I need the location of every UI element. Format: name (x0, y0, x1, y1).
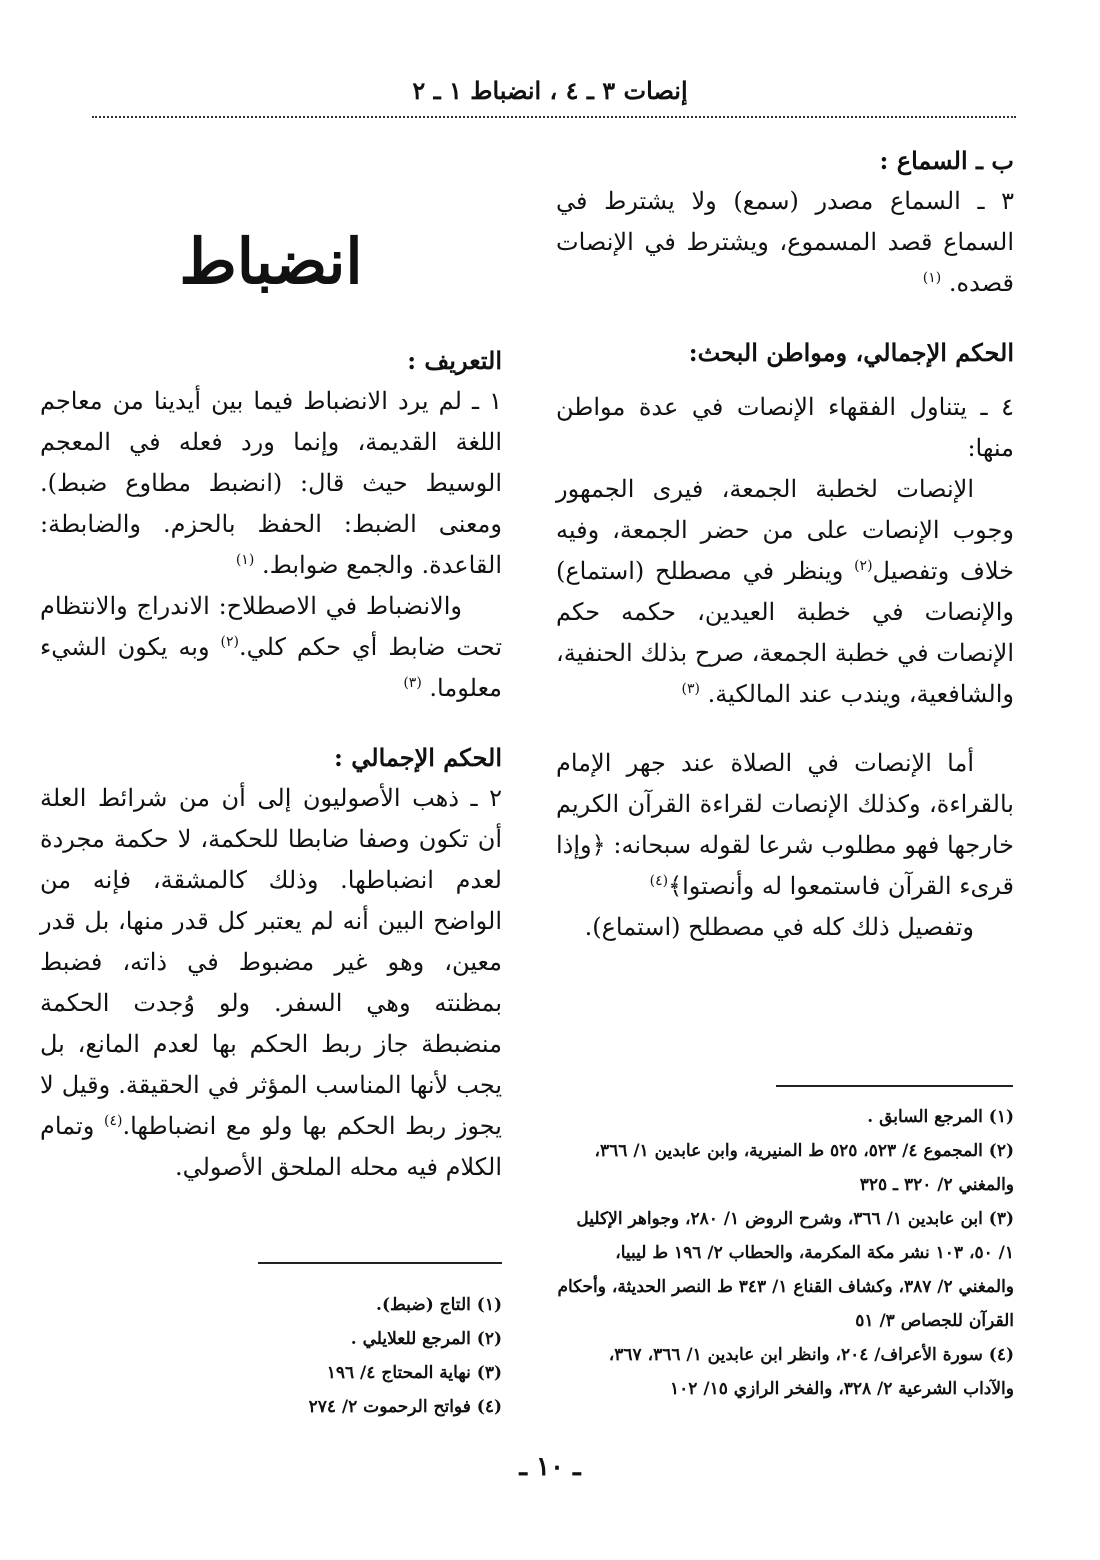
paragraph-2-cont: وتمام الكلام فيه محله الملحق الأصولي. (40, 1112, 502, 1181)
footnote-ref: (٣) (681, 681, 700, 697)
footnote-ref: (١) (235, 552, 255, 568)
paragraph-3 (556, 181, 1014, 304)
footnote-ref: (٢) (220, 634, 239, 650)
subheading-sama: ب ـ السماع : (879, 146, 1014, 175)
footnotes-right (556, 1100, 1014, 1406)
footnote-item: (٢) المرجع للعلايلي . (350, 1329, 502, 1349)
footnote-ref: (٢) (854, 558, 873, 574)
footnote-ref: (٤) (649, 873, 669, 889)
footnote-item: (٤) سورة الأعراف/ ٢٠٤، وانظر ابن عابدين ١/ ٣٦٦، ٣٦٧، والآداب الشرعية ٢/ ٣٢٨، والفخر الرازي ١٥/ ١٠٢ (608, 1345, 1014, 1399)
paragraph-1 (40, 381, 502, 586)
footnote-item: (٢) المجموع ٤/ ٥٢٣، ٥٢٥ ط المنيرية، وابن عابدين ١/ ٣٦٦، والمغني ٢/ ٣٢٠ ـ ٣٢٥ (594, 1141, 1014, 1195)
footnote-item: (٤) فواتح الرحموت ٢/ ٢٧٤ (308, 1397, 502, 1417)
footnote-item: (٣) ابن عابدين ١/ ٣٦٦، وشرح الروض ١/ ٢٨٠، وجواهر الإكليل ١/ ٥٠، ١٠٣ نشر مكة المكرمة، والحطاب ٢/ ١٩٦ ط ليبيا، والمغني ٢/ ٣٨٧، وكشاف القناع ١/ ٣٤٣ ط النصر الحديثة، وأحكام القرآن للجصاص ٣/ ٥١ (557, 1209, 1014, 1331)
subheading-hukm-ijmali: الحكم الإجمالي، ومواطن البحث: (688, 338, 1014, 367)
paragraph-1b-text: والانضباط في الاصطلاح: الاندراج والانتظام تحت ضابط أي حكم كلي. (40, 592, 502, 661)
footnote-rule-left (258, 1262, 502, 1264)
page-number: ـ ١٠ ـ (519, 1452, 581, 1482)
footnote-item: (١) المرجع السابق . (867, 1107, 1014, 1127)
paragraph-5 (556, 743, 1014, 907)
left-column (40, 340, 502, 1188)
subheading-hukm-ijmali-left: الحكم الإجمالي : (334, 743, 502, 772)
footnote-ref: (٤) (103, 1113, 123, 1129)
paragraph-2-text: ٢ ـ ذهب الأصوليون إلى أن من شرائط العلة أن تكون وصفا ضابطا للحكمة، لا حكمة مجردة لعدم انضباطها. وذلك كالمشقة، فإنه من الواضح البين أنه لم يعتبر كل قدر منها، بل قدر معين، وهو غير مضبوط في ذاته، فضبط بمظنته وهي السفر. ولو وُجدت الحكمة منضبطة جاز ربط الحكم بها لعدم المانع، بل يجب لأنها المناسب المؤثر في الحقيقة. وقيل لا يجوز ربط الحكم بها ولو مع انضباطها. (40, 784, 502, 1140)
paragraph-4-text-a: الإنصات لخطبة الجمعة، فيرى الجمهور وجوب الإنصات على من حضر الجمعة، وفيه خلاف وتفصيل (556, 475, 1014, 585)
subheading-tarif: التعريف : (407, 346, 502, 375)
running-head: إنصات ٣ ـ ٤ ، انضباط ١ ـ ٢ (412, 76, 688, 105)
header-dotted-rule (92, 116, 1016, 118)
right-column (556, 140, 1014, 948)
paragraph-2 (40, 778, 502, 1188)
footnote-item: (١) التاج (ضبط). (376, 1295, 502, 1315)
paragraph-1b (40, 586, 502, 709)
paragraph-1-text: ١ ـ لم يرد الانضباط فيما بين أيدينا من معاجم اللغة القديمة، وإنما ورد فعله في المعجم الوسيط حيث قال: (انضبط مطاوع ضبط). ومعنى الضبط: الحفظ بالحزم. والضابطة: القاعدة. والجمع ضوابط. (40, 387, 502, 579)
paragraph-6: وتفصيل ذلك كله في مصطلح (استماع). (584, 913, 974, 941)
paragraph-3-text: ٣ ـ السماع مصدر (سمع) ولا يشترط في السماع قصد المسموع، ويشترط في الإنصات قصده. (556, 187, 1014, 297)
footnote-rule-right (776, 1085, 1013, 1087)
footnote-ref: (٣) (403, 675, 422, 691)
paragraph-4-text-b: وينظر في مصطلح (استماع) والإنصات في خطبة العيدين، حكمه حكم الإنصات في خطبة الجمعة، صرح بذلك الحنفية، والشافعية، ويندب عند المالكية. (556, 557, 1014, 708)
footnote-ref: (١) (922, 270, 942, 286)
paragraph-4-body (556, 469, 1014, 715)
paragraph-5-text: أما الإنصات في الصلاة عند جهر الإمام بالقراءة، وكذلك الإنصات لقراءة القرآن الكريم خارجها فهو مطلوب شرعا لقوله سبحانه: ﴿وإذا قرىء القرآن فاستمعوا له وأنصتوا﴾ (556, 749, 1014, 900)
paragraph-4-intro: ٤ ـ يتناول الفقهاء الإنصات في عدة مواطن منها: (556, 393, 1014, 462)
paragraph-1b-cont: وبه يكون الشيء معلوما. (40, 633, 502, 702)
entry-title: انضباط (179, 225, 363, 298)
footnotes-left (40, 1288, 502, 1424)
footnote-item: (٣) نهاية المحتاج ٤/ ١٩٦ (326, 1363, 502, 1383)
